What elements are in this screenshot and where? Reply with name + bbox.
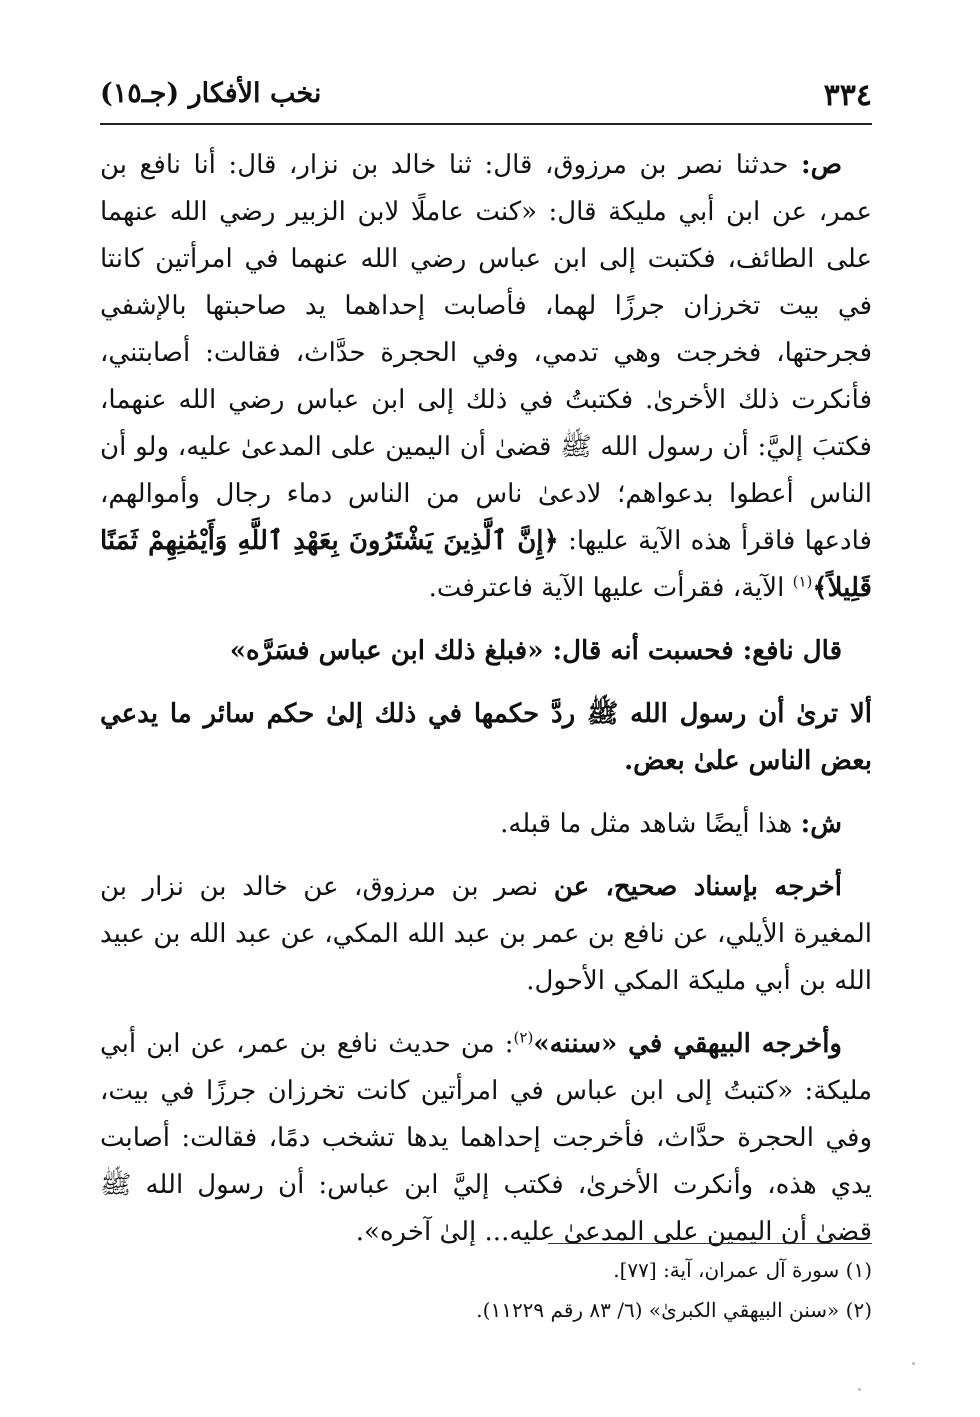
footnote-divider — [548, 1243, 872, 1244]
commentary-paragraph — [100, 801, 872, 848]
page-number: ٣٣٤ — [823, 78, 872, 113]
running-title: نخب الأفكار (جـ١٥) — [100, 78, 322, 109]
author-comment — [100, 691, 872, 785]
quran-verse: ﴿إِنَّ ٱلَّذِينَ يَشْتَرُونَ بِعَهْدِ ٱللَّهِ وَأَيْمَٰنِهِمْ ثَمَنًا قَلِيلاً﴾ — [100, 526, 872, 603]
paragraph-marker: ش: — [800, 809, 842, 839]
footnote-ref: (٢) — [513, 1028, 534, 1047]
scan-speck — [858, 1388, 861, 1391]
paragraph-marker: ص: — [800, 150, 842, 180]
paragraph-text: نصر بن مرزوق، عن خالد بن نزار بن المغيرة الأيلي، عن نافع بن عمر بن عبد الله المكي، عن عبد الله بن عبيد الله بن أبي مليكة المكي الأحول. — [100, 872, 872, 996]
footnote-2: (٢) «سنن البيهقي الكبرىٰ» (٦/ ٨٣ رقم ١١٢٢٩). — [476, 1298, 872, 1322]
header-divider — [100, 123, 872, 125]
takhrij-paragraph — [100, 864, 872, 1005]
paragraph-text: قال نافع: فحسبت أنه قال: «فبلغ ذلك ابن عباس فسَرَّه» — [229, 636, 842, 666]
paragraph-text: هذا أيضًا شاهد مثل ما قبله. — [500, 809, 801, 839]
takhrij-paragraph-2 — [100, 1021, 872, 1256]
footnote-1: (١) سورة آل عمران، آية: [٧٧]. — [613, 1258, 872, 1282]
scan-speck — [912, 1362, 915, 1365]
footnote-ref: (١) — [792, 572, 813, 591]
footnotes — [100, 1253, 872, 1333]
paragraph-text-tail: الآية، فقرأت عليها الآية فاعترفت. — [428, 573, 793, 603]
paragraph-text: ألا ترىٰ أن رسول الله ﷺ ردَّ حكمها في ذلك إلىٰ حكم سائر ما يدعي بعض الناس علىٰ بعض. — [100, 699, 872, 776]
narrator-note — [100, 628, 872, 675]
paragraph-lead: أخرجه بإسناد صحيح، — [605, 872, 842, 902]
main-text — [100, 142, 872, 1272]
paragraph-text: : من حديث نافع بن عمر، عن ابن أبي مليكة: «كتبتُ إلى ابن عباس في امرأتين كانت تخرزان جرزًا في بيت، وفي الحجرة حدَّاث، فأخرجت إحداهما يدها تشخب دمًا، فقالت: أصابت يدي هذه، وأنكرت الأخرىٰ، فكتب إليَّ ابن عباس: أن رسول الله ﷺ قضىٰ أن اليمين على المدعىٰ عليه... إلىٰ آخره». — [100, 1029, 872, 1247]
paragraph-lead: وأخرجه البيهقي في «سننه» — [533, 1029, 842, 1059]
hadith-paragraph — [100, 142, 872, 612]
paragraph-text: حدثنا نصر بن مرزوق، قال: ثنا خالد بن نزار، قال: أنا نافع بن عمر، عن ابن أبي مليكة قال: «كنت عاملًا لابن الزبير رضي الله عنهما على الطائف، فكتبت إلى ابن عباس رضي الله عنهما في امرأتين كانتا في بيت تخرزان جرزًا لهما، فأصابت إحداهما يد صاحبتها بالإشفي فجرحتها، فخرجت وهي تدمي، وفي الحجرة حدَّاث، فقالت: أصابتني، فأنكرت ذلك الأخرىٰ. فكتبتُ في ذلك إلى ابن عباس رضي الله عنهما، فكتبَ إليَّ: أن رسول الله ﷺ قضىٰ أن اليمين على المدعىٰ عليه، ولو أن الناس أعطوا بدعواهم؛ لادعىٰ ناس من الناس دماء رجال وأموالهم، فادعها فاقرأ هذه الآية عليها: — [100, 150, 872, 556]
paragraph-lead-cont: عن — [553, 872, 606, 902]
page-header — [100, 70, 872, 120]
